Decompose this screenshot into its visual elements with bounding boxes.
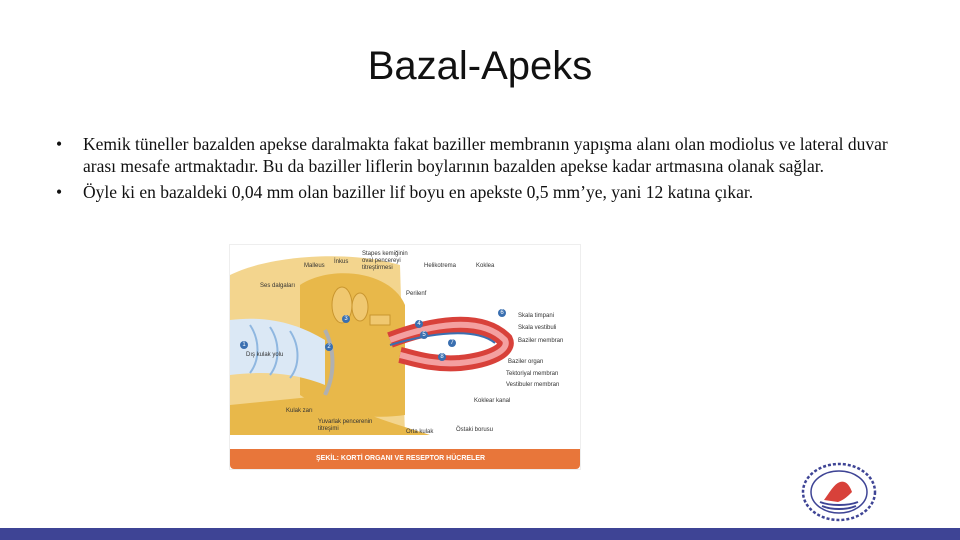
bullet-item [56,181,916,203]
label-inkus: İnkus [334,259,349,265]
label-skala-vestibuli: Skala vestibuli [518,325,557,331]
label-skala-timpani: Skala timpani [518,313,555,319]
footer-bar [0,528,960,540]
label-perilenf: Perilenf [406,291,427,297]
step-marker: 1 [240,341,248,349]
label-koklear-kanal: Koklear kanal [474,398,511,404]
bullet-item [56,133,916,177]
label-malleus: Malleus [304,263,325,269]
label-tektoriyal-membran: Tektoriyal membran [506,371,559,377]
figure-caption: ŞEKİL: KORTİ ORGANI VE RESEPTOR HÜCRELER [230,449,580,469]
bullet-dot: • [56,182,63,202]
label-ses-dalgalari: Ses dalgaları [260,283,296,289]
bullet-dot: • [56,134,63,154]
bullet-list [56,133,916,207]
label-helikotrema: Helikotrema [424,263,457,269]
ear-anatomy-figure [229,244,581,470]
step-marker: 5 [420,331,428,339]
label-koklea: Koklea [476,263,495,269]
step-marker: 7 [448,339,456,347]
step-marker: 4 [415,320,423,328]
label-vestibuler-membran: Vestibuler membran [506,382,560,388]
label-orta-kulak: Orta kulak [406,429,434,435]
ear-anatomy-illustration [230,245,580,449]
label-baziler-organ: Baziler organ [508,359,544,365]
step-marker: 8 [438,353,446,361]
step-marker: 3 [342,315,350,323]
university-logo [800,462,878,522]
label-ostaki-borusu: Östaki borusu [456,427,494,433]
bullet-text: Öyle ki en bazaldeki 0,04 mm olan baziller lif boyu en apekste 0,5 mm’ye, yani 12 katına çıkar. [83,182,754,202]
bullet-text: Kemik tüneller bazalden apekse daralmakta fakat baziller membranın yapışma alanı olan modiolus ve lateral duvar arası mesafe artmaktadır. Bu da baziller liflerin boylarının bazalden apekse kadar artmasına olanak sağlar. [83,134,888,176]
label-kulak-zari: Kulak zarı [286,408,313,414]
label-yuvarlak-pencere: Yuvarlak pencerenin titreşimi [318,419,373,432]
step-marker: 2 [325,343,333,351]
label-baziler-membran: Baziler membran [518,338,564,344]
label-stapes: Stapes kemiğinin oval pencereyi titreştirmesi [362,251,408,271]
step-marker: 6 [498,309,506,317]
slide-title: Bazal-Apeks [367,44,593,88]
label-dis-kulak-yolu: Dış kulak yolu [246,352,284,358]
